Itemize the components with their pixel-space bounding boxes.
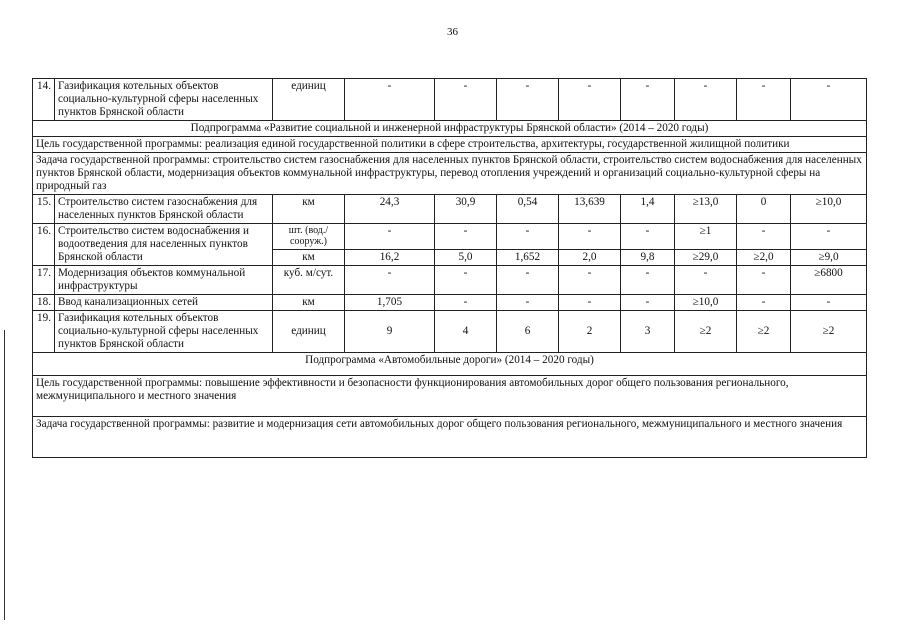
value-cell: - [345, 266, 435, 295]
value-cell: - [435, 295, 497, 311]
value-cell: ≥9,0 [791, 249, 867, 265]
row-number: 16. [33, 224, 55, 266]
unit-cell: куб. м/сут. [273, 266, 345, 295]
value-cell: ≥2 [737, 311, 791, 353]
value-cell: 0 [737, 195, 791, 224]
value-cell: - [497, 224, 559, 250]
value-cell: ≥10,0 [675, 295, 737, 311]
subprogram-title: Подпрограмма «Развитие социальной и инженерной инфраструктуры Брянской области» (2014 – 2020 годы) [33, 121, 867, 137]
value-cell: 2,0 [559, 249, 621, 265]
value-cell: 1,652 [497, 249, 559, 265]
value-cell: - [737, 295, 791, 311]
value-cell: ≥6800 [791, 266, 867, 295]
row-number: 14. [33, 79, 55, 121]
value-cell: - [497, 79, 559, 121]
row-number: 19. [33, 311, 55, 353]
scan-margin-line [4, 330, 5, 620]
value-cell: - [621, 266, 675, 295]
value-cell: - [345, 224, 435, 250]
value-cell: - [435, 79, 497, 121]
value-cell: 6 [497, 311, 559, 353]
value-cell: - [435, 266, 497, 295]
value-cell: - [675, 79, 737, 121]
value-cell: 3 [621, 311, 675, 353]
unit-cell: км [273, 195, 345, 224]
table-row [33, 295, 867, 311]
value-cell: - [791, 295, 867, 311]
value-cell: - [559, 224, 621, 250]
indicator-name: Ввод канализационных сетей [55, 295, 273, 311]
value-cell: - [737, 79, 791, 121]
value-cell: - [737, 224, 791, 250]
value-cell: - [621, 79, 675, 121]
task-text: Задача государственной программы: строительство систем газоснабжения для населенных пунктов Брянской области, строительство систем водоснабжения для населенных пунктов Брянской области, модернизация объектов коммунальной инфраструктуры, перевод отопления учреждений и организаций социально-культурной сферы на природный газ [33, 153, 867, 195]
indicator-name: Строительство систем газоснабжения для населенных пунктов Брянской области [55, 195, 273, 224]
value-cell: - [621, 224, 675, 250]
indicators-table [32, 78, 867, 458]
row-number: 15. [33, 195, 55, 224]
indicator-name: Газификация котельных объектов социально-культурной сферы населенных пунктов Брянской области [55, 311, 273, 353]
value-cell: 30,9 [435, 195, 497, 224]
indicator-name: Модернизация объектов коммунальной инфраструктуры [55, 266, 273, 295]
value-cell: 1,4 [621, 195, 675, 224]
task-row [33, 417, 867, 458]
value-cell: - [737, 266, 791, 295]
value-cell: - [497, 266, 559, 295]
table-row [33, 311, 867, 353]
table-row [33, 224, 867, 250]
task-row [33, 153, 867, 195]
value-cell: 1,705 [345, 295, 435, 311]
value-cell: 2 [559, 311, 621, 353]
value-cell: - [791, 79, 867, 121]
unit-cell: км [273, 295, 345, 311]
value-cell: 0,54 [497, 195, 559, 224]
value-cell: ≥2 [791, 311, 867, 353]
value-cell: - [559, 295, 621, 311]
unit-cell: шт. (вод./ сооруж.) [273, 224, 345, 250]
task-text: Задача государственной программы: развитие и модернизация сети автомобильных дорог общего пользования регионального, межмуниципального и местного значения [33, 417, 867, 458]
row-number: 17. [33, 266, 55, 295]
value-cell: - [497, 295, 559, 311]
value-cell: 16,2 [345, 249, 435, 265]
table-row [33, 195, 867, 224]
value-cell: - [345, 79, 435, 121]
value-cell: 5,0 [435, 249, 497, 265]
value-cell: 13,639 [559, 195, 621, 224]
table-row [33, 79, 867, 121]
value-cell: ≥13,0 [675, 195, 737, 224]
value-cell: 9 [345, 311, 435, 353]
table-row [33, 266, 867, 295]
value-cell: 4 [435, 311, 497, 353]
value-cell: - [559, 266, 621, 295]
goal-text: Цель государственной программы: реализация единой государственной политики в сфере строительства, архитектуры, государственной жилищной политики [33, 137, 867, 153]
page-number: 36 [447, 26, 458, 38]
value-cell: - [559, 79, 621, 121]
value-cell: - [675, 266, 737, 295]
indicator-name: Строительство систем водоснабжения и водоотведения для населенных пунктов Брянской области [55, 224, 273, 266]
unit-cell: единиц [273, 79, 345, 121]
goal-row [33, 137, 867, 153]
value-cell: ≥1 [675, 224, 737, 250]
goal-row [33, 376, 867, 417]
value-cell: - [621, 295, 675, 311]
indicator-name: Газификация котельных объектов социально-культурной сферы населенных пунктов Брянской области [55, 79, 273, 121]
value-cell: 9,8 [621, 249, 675, 265]
value-cell: - [435, 224, 497, 250]
value-cell: - [791, 224, 867, 250]
value-cell: ≥10,0 [791, 195, 867, 224]
goal-text: Цель государственной программы: повышение эффективности и безопасности функционирования автомобильных дорог общего пользования регионального, межмуниципального и местного значения [33, 376, 867, 417]
value-cell: 24,3 [345, 195, 435, 224]
value-cell: ≥2 [675, 311, 737, 353]
subprogram-row [33, 353, 867, 376]
subprogram-row [33, 121, 867, 137]
unit-cell: км [273, 249, 345, 265]
subprogram-title: Подпрограмма «Автомобильные дороги» (2014 – 2020 годы) [33, 353, 867, 376]
value-cell: ≥2,0 [737, 249, 791, 265]
row-number: 18. [33, 295, 55, 311]
value-cell: ≥29,0 [675, 249, 737, 265]
unit-cell: единиц [273, 311, 345, 353]
